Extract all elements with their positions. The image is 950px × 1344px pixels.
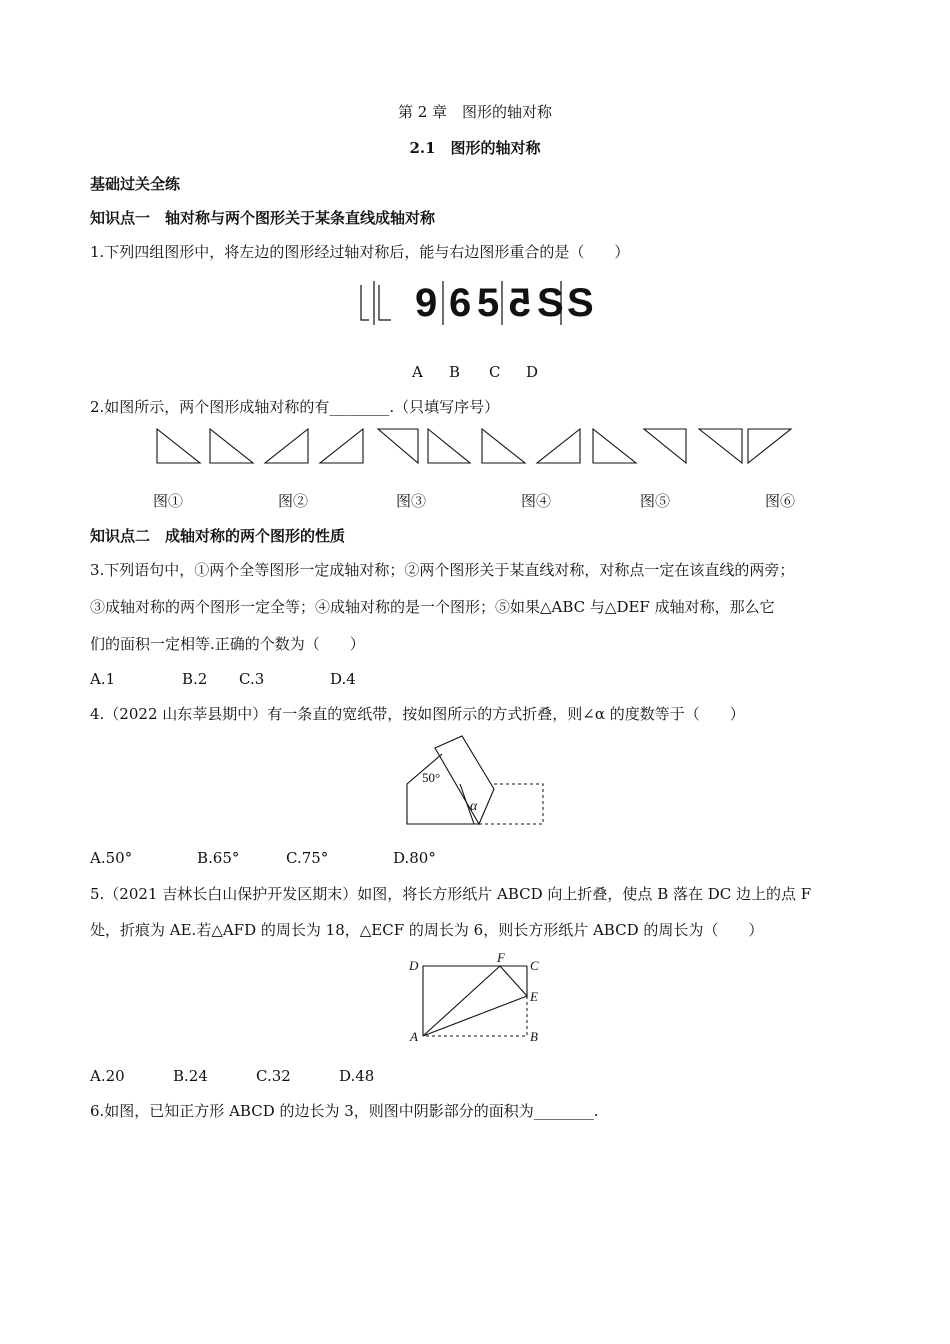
q5-option-c: C.32 <box>256 1067 291 1085</box>
q2-label-1: 图① <box>153 492 184 510</box>
q5-label-a: A <box>410 1029 418 1044</box>
q2-fig4-right-triangle <box>537 429 580 463</box>
q1-option-b: B <box>449 363 461 381</box>
q1-option-a: A <box>412 363 423 381</box>
q4-option-c: C.75° <box>286 849 329 867</box>
q5-label-f: F <box>497 950 505 965</box>
point1-heading: 知识点一 轴对称与两个图形关于某条直线成轴对称 <box>90 209 436 227</box>
q4-option-b: B.65° <box>197 849 240 867</box>
q2-fig5-left-triangle <box>593 429 636 463</box>
q5-label-d: D <box>409 958 419 973</box>
q4-figure <box>400 732 550 828</box>
q5-folded-triangle <box>423 966 527 1036</box>
q2-label-6: 图⑥ <box>765 492 796 510</box>
q5-figure <box>400 950 550 1050</box>
q4-option-d: D.80° <box>393 849 436 867</box>
q1-right-l-shape <box>379 285 391 320</box>
q2-fig1-left-triangle <box>157 429 200 463</box>
q5-rect-solid <box>423 966 527 1036</box>
q5-label-e: E <box>530 989 538 1004</box>
chapter-title: 第 2 章 图形的轴对称 <box>397 103 553 121</box>
q2-fig3-right-triangle <box>428 429 470 463</box>
q4-strip-folded <box>435 736 494 824</box>
q4-strip-hidden <box>479 784 543 824</box>
q2-label-4: 图④ <box>521 492 552 510</box>
q3-line3: 们的面积一定相等.正确的个数为（ ） <box>90 635 365 653</box>
point2-heading: 知识点二 成轴对称的两个图形的性质 <box>90 527 346 545</box>
q1-glyph-s-left: S <box>537 281 564 325</box>
q1-glyph-9: 9 <box>415 281 438 325</box>
q2-label-5: 图⑤ <box>640 492 671 510</box>
q1-option-c: C <box>489 363 501 381</box>
q2-label-2: 图② <box>278 492 309 510</box>
q1-glyph-mirror-5: 5 <box>508 281 531 325</box>
q4-strip-left <box>407 754 479 824</box>
q2-fig2-left-triangle <box>265 429 308 463</box>
q4-alpha-label: α <box>470 799 478 814</box>
q1-text: 1.下列四组图形中，将左边的图形经过轴对称后，能与右边图形重合的是（ ） <box>90 243 630 261</box>
q5-line1: 5.（2021 吉林长白山保护开发区期末）如图，将长方形纸片 ABCD 向上折叠，使点 B 落在 DC 边上的点 F <box>90 885 812 903</box>
q2-labels <box>0 491 950 511</box>
q5-label-b: B <box>530 1029 538 1044</box>
q4-option-a: A.50° <box>90 849 133 867</box>
q3-line1: 3.下列语句中，①两个全等图形一定成轴对称；②两个图形关于某直线对称，对称点一定在该直线的两旁； <box>90 561 795 579</box>
q5-option-b: B.24 <box>173 1067 208 1085</box>
q1-glyph-s-right: S <box>567 281 594 325</box>
q3-option-d: D.4 <box>330 670 356 688</box>
q5-options <box>0 1066 950 1086</box>
q3-options <box>0 669 950 689</box>
q6-text: 6.如图，已知正方形 ABCD 的边长为 3，则图中阴影部分的面积为________. <box>90 1102 599 1120</box>
section-title: 2.1 图形的轴对称 <box>409 139 541 157</box>
q2-fig6-right-triangle <box>748 429 791 463</box>
q5-line2: 处，折痕为 AE.若△AFD 的周长为 18，△ECF 的周长为 6，则长方形纸片 ABCD 的周长为（ ） <box>90 921 764 939</box>
q2-fig4-left-triangle <box>482 429 525 463</box>
q1-options <box>0 362 950 382</box>
q3-option-c: C.3 <box>239 670 265 688</box>
q1-left-l-shape <box>361 285 369 320</box>
practice-heading: 基础过关全练 <box>90 175 181 193</box>
q2-fig5-right-triangle <box>644 429 686 463</box>
q1-option-d: D <box>526 363 539 381</box>
q5-option-a: A.20 <box>90 1067 125 1085</box>
q1-glyph-5: 5 <box>477 281 500 325</box>
q2-fig3-left-triangle <box>378 429 418 463</box>
q4-text: 4.（2022 山东莘县期中）有一条直的宽纸带，按如图所示的方式折叠，则∠α 的度数等于（ ） <box>90 705 745 723</box>
q4-options <box>0 848 950 868</box>
q2-fig2-right-triangle <box>320 429 363 463</box>
q2-label-3: 图③ <box>396 492 427 510</box>
q2-fig6-left-triangle <box>699 429 742 463</box>
q1-glyph-6: 6 <box>449 281 472 325</box>
q4-angle-label: 50° <box>422 770 441 785</box>
q5-option-d: D.48 <box>339 1067 375 1085</box>
q2-text: 2.如图所示，两个图形成轴对称的有________.（只填写序号） <box>90 398 500 416</box>
q3-option-a: A.1 <box>90 670 116 688</box>
q2-fig1-right-triangle <box>210 429 253 463</box>
q3-line2: ③成轴对称的两个图形一定全等；④成轴对称的是一个图形；⑤如果△ABC 与△DEF 成轴对称，那么它 <box>90 598 775 616</box>
q5-label-c: C <box>530 958 539 973</box>
q2-figures <box>150 424 800 468</box>
q1-figure <box>355 275 595 330</box>
q3-option-b: B.2 <box>182 670 208 688</box>
